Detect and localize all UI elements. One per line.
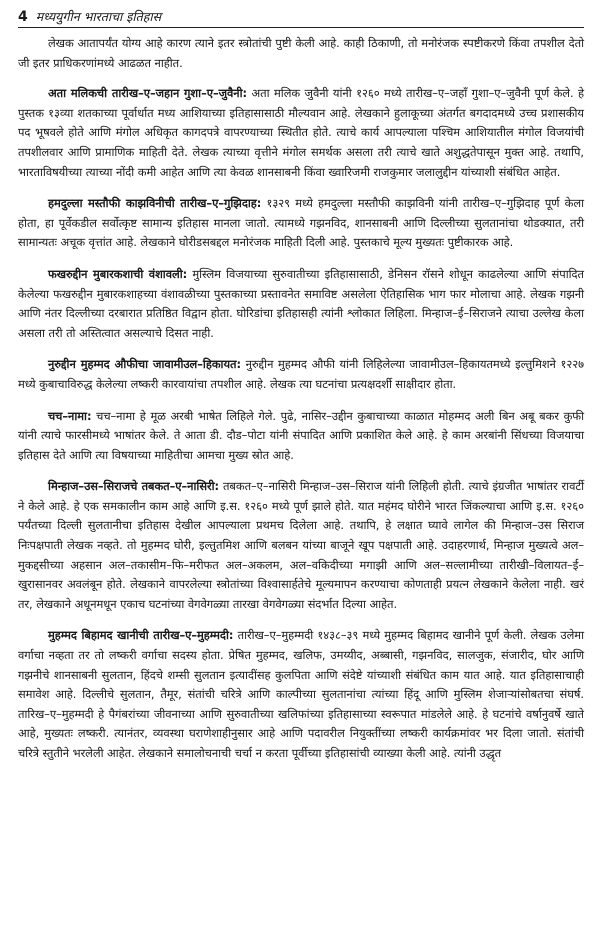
paragraph-aufi [18,355,584,394]
paragraph-heading: चच–नामा: [48,408,92,423]
page-header [18,8,584,28]
page-number: 4 [18,9,28,25]
paragraph-text: १३२९ मध्ये हमदुल्ला मस्तौफी काझविनी यांनी तारीख–ए–गुझिदाह पूर्ण केला होता, हा पूर्वेकडील सर्वोत्कृष्ट सामान्य इतिहास मानला जातो. त्यामध्ये गझनविद, शानसाबनी आणि दिल्लीच्या सुलतानांचा थोडक्यात, तरी सामान्यतः अचूक वृत्तांत आहे. लेखकाने घोरीडसबद्दल मनोरंजक माहिती दिली आहे. पुस्तकाचे मूल्य मुख्यतः पुष्टीकारक आहे. [18,196,584,250]
paragraph-text: तबकत–ए–नासिरी मिन्हाज–उस–सिराज यांनी लिहिली होती. त्याचे इंग्रजीत भाषांतर रावर्टी ने केले आहे. हे एक समकालीन काम आहे आणि इ.स. १२६० मध्ये पूर्ण झाले होते. यात महंमद घोरीने भारत जिंकल्याचा आणि इ.स. १२६० पर्यंतच्या दिल्ली सुलतानीचा इतिहास देखील आपल्याला प्रथमच दिलेला आहे. तथापि, हे लक्षात घ्यावे लागेल की मिन्हाज–उस सिराज निःपक्षपाती लेखक नव्हते. तो मुहम्मद घोरी, इल्तुतमिश आणि बलबन यांच्या बाजूने खूप पक्षपाती आहे. उदाहरणार्थ, मिन्हाज मुख्यत्वे अल–मुकद्दसीच्या अहसान अल–तकासीम–फि–मरीफत अल–अकलम, अल–वकिदीच्या मगाझी आणि अल–सल्लामीच्या तारीखी–विलायत–ई–खुरासानवर अवलंबून होते. लेखकाने वापरलेल्या स्त्रोतांच्या विश्वासार्हतेचे मूल्यमापन करण्याचा कोणताही प्रयत्न लेखकाने केलेला नाही. खरं तर, लेखकाने अधूनमधून एकाच घटनांच्या वेगवेगळ्या तारखा वेगवेगळ्या संदर्भात दिल्या आहेत. [18,479,584,611]
paragraph-heading: फखरुद्दीन मुबारकशाची वंशावली: [48,266,188,281]
paragraph-heading: अता मलिकची तारीख–ए–जहान गुशा–ए–जुवैनी: [48,86,248,101]
paragraph-intro [18,34,584,73]
paragraph-bihamad-khani [18,626,584,763]
paragraph-heading: मिन्हाज–उस–सिराजचे तबकत–ए–नासिरी: [48,479,220,494]
page-body [18,34,584,764]
paragraph-heading: मुहम्मद बिहामद खानीची तारीख–ए–मुहम्मदी: [48,628,234,643]
paragraph-text: मुस्लिम विजयाच्या सुरुवातीच्या इतिहासासाठी, डेनिसन रॉसने शोधून काढलेल्या आणि संपादित केलेल्या फखरुद्दीन मुबारकशाहच्या वंशावळीच्या पुस्तकाच्या प्रस्तावनेत समाविष्ट असलेला ऐतिहासिक भाग फार मोलाचा आहे. लेखक गझनी आणि नंतर दिल्लीच्या दरबारात प्रतिष्ठित विद्वान होता. घोरिडांचा इतिहासही त्यांनी श्लोकात लिहिला. मिन्हाज–ई–सिराजने त्याचा उल्लेख केला असला तरी तो अस्तित्वात असल्याचे दिसत नाही. [18,266,585,340]
paragraph-text: लेखक आतापर्यंत योग्य आहे कारण त्याने इतर स्त्रोतांची पुष्टी केली आहे. काही ठिकाणी, तो मनोरंजक स्पष्टीकरणे किंवा तपशील देतो जी इतर प्राधिकरणांमध्ये आढळत नाहीत. [18,36,584,70]
paragraph-chachnama [18,407,584,466]
running-title: मध्ययुगीन भारताचा इतिहास [35,9,162,24]
paragraph-heading: नुरुद्दीन मुहम्मद औफीचा जावामीउल–हिकायत: [48,357,241,372]
paragraph-qazvini [18,194,584,253]
paragraph-text: चच–नामा हे मूळ अरबी भाषेत लिहिले गेले. पुढे, नासिर–उद्दीन कुबाचाच्या काळात मोहम्मद अली बिन अबू बकर कुफी यांनी त्याचे फारसीमध्ये भाषांतर केले. ते आता डी. दौड–पोटा यांनी संपादित आणि प्रकाशित केले आहे. हे काम अरबांनी सिंधच्या विजयाचा इतिहास देते आणि त्या विषयाच्या माहितीचा आमचा मुख्य स्रोत आहे. [18,408,584,462]
paragraph-text: नुरुद्दीन मुहम्मद औफी यांनी लिहिलेल्या जावामीउल–हिकायतमध्ये इल्तुमिशने १२२७ मध्ये कुबाचाविरुद्ध केलेल्या लष्करी कारवायांचा तपशील आहे. लेखक त्या घटनांचा प्रत्यक्षदर्शी साक्षीदार होता. [18,357,584,391]
paragraph-heading: हमदुल्ला मस्तौफी काझविनीची तारीख–ए–गुझिदाह: [48,196,262,211]
paragraph-text: तारीख–ए–मुहम्मदी १४३८–३९ मध्ये मुहम्मद बिहामद खानीने पूर्ण केली. लेखक उलेमा वर्गाचा नव्हता तर तो लष्करी वर्गाचा सदस्य होता. प्रेषित मुहम्मद, खलिफ, उमय्यीद, अब्बासी, गझनविद, सालजुक, संजारीद, घोर आणि गझनीचे शानसाबनी सुलतान, हिंदचे शम्सी सुलतान इत्यादींसह कुलपिता आणि संदेष्टे यांच्याशी संबंधित काम यात आहे. यात इतिहासाचाही समावेश आहे. दिल्लीचे सुलतान, तैमूर, संतांची चरित्रे आणि काल्पीच्या सुलतानांचा त्यांच्या हिंदू आणि मुस्लिम शेजाऱ्यांसोबतचा संघर्ष. तारिख–ए–मुहम्मदी हे पैगंबरांच्या जीवनाच्या आणि सुरुवातीच्या खलिफांच्या इतिहासाच्या स्वरूपात मांडलेले आहे. हे घटनांचे वर्षानुवर्षे खाते आहे, मुख्यतः लष्करी. त्यानंतर, व्यवस्था घराणेशाहीनुसार आहे आणि पदावरील नियुक्तींच्या लष्करी कार्यक्रमांवर भर दिला जातो. संतांची चरित्रे स्तुतीने भरलेली आहेत. लेखकाने समालोचनाची चर्चा न करता पूर्वीच्या इतिहासांची व्याख्या केली आहे. त्यांनी उद्धृत [18,628,584,760]
paragraph-juvaini [18,84,584,182]
paragraph-text: अता मलिक जुवैनी यांनी १२६० मध्ये तारीख–ए–जहाँ गुशा–ए–जुवैनी पूर्ण केले. हे पुस्तक १३व्या शतकाच्या पूर्वार्धात मध्य आशियाच्या इतिहासासाठी मौल्यवान आहे. लेखकाने हुलाकूच्या अंतर्गत बगदादमध्ये उच्च प्रशासकीय पद भूषवले होते आणि मंगोल अधिकृत कागदपत्रे वापरण्याच्या स्थितीत होते. त्याचे कार्य आपल्याला पश्चिम आशियातील मंगोल विजयांची तपशीलवार आणि प्रामाणिक माहिती देते. लेखक त्याच्या वृत्तीने मंगोल समर्थक असला तरी त्याचे खाते अशुद्धतेपासून मुक्त आहे. तथापि, भारताविषयीच्या त्याच्या नोंदी कमी आहेत आणि त्या केवळ शानसाबनी किंवा ख्वारिजमी राजकुमार जलालुद्दीन यांच्याशी संबंधित आहेत. [18,86,585,179]
paragraph-minhaj [18,477,584,614]
paragraph-mubarakshah [18,265,584,343]
